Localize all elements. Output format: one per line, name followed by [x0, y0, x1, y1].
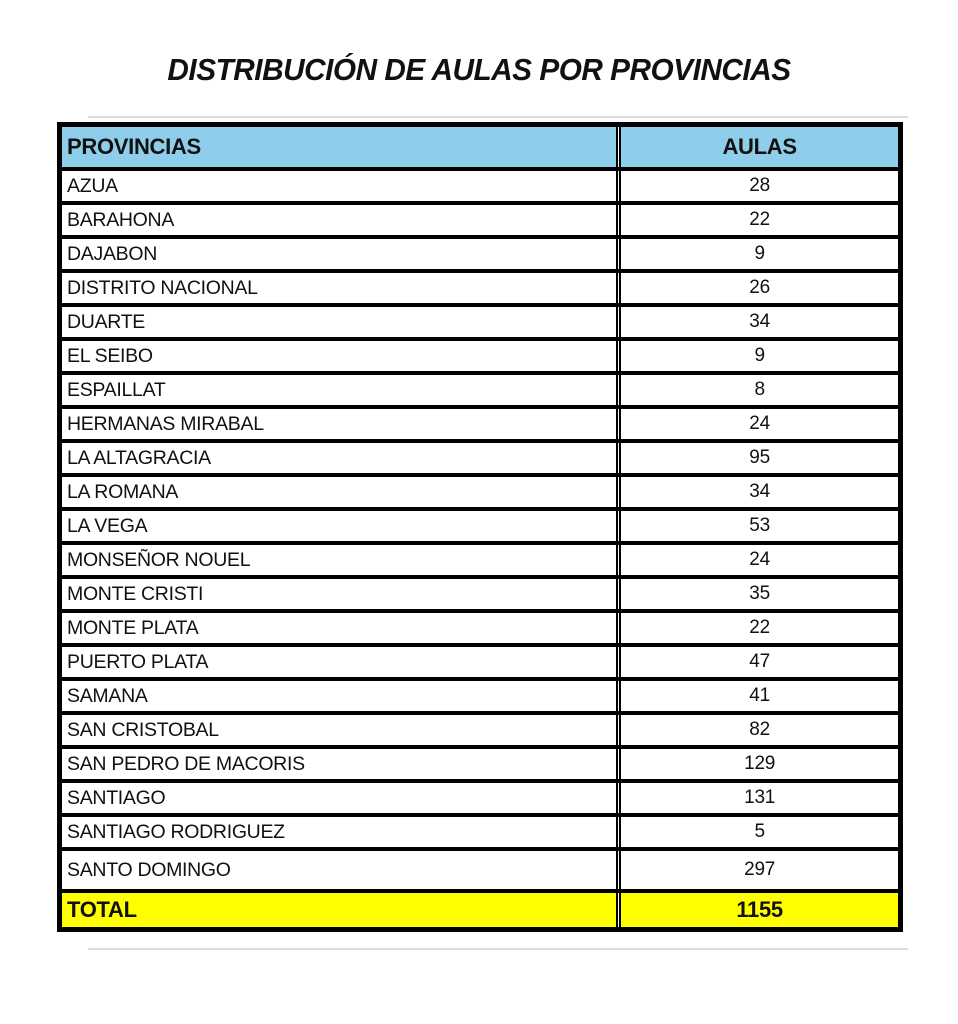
table-row	[60, 509, 901, 543]
aulas-cell: 24	[620, 543, 900, 577]
table-row	[60, 543, 901, 577]
province-cell: MONTE CRISTI	[60, 577, 618, 611]
table-row	[60, 475, 901, 509]
table-row	[60, 339, 901, 373]
province-cell: SAMANA	[60, 679, 618, 713]
aulas-cell: 22	[620, 203, 900, 237]
aulas-cell: 95	[620, 441, 900, 475]
table-row	[60, 441, 901, 475]
table-row	[60, 713, 901, 747]
table-row	[60, 611, 901, 645]
aulas-cell: 47	[620, 645, 900, 679]
province-cell: EL SEIBO	[60, 339, 618, 373]
table-row	[60, 577, 901, 611]
aulas-cell: 9	[620, 339, 900, 373]
province-cell: DUARTE	[60, 305, 618, 339]
header-aulas: AULAS	[620, 125, 900, 170]
province-cell: ESPAILLAT	[60, 373, 618, 407]
table-row	[60, 679, 901, 713]
page-title: DISTRIBUCIÓN DE AULAS POR PROVINCIAS	[167, 52, 791, 87]
table-row	[60, 203, 901, 237]
total-row	[60, 891, 901, 930]
province-cell: HERMANAS MIRABAL	[60, 407, 618, 441]
table-row	[60, 271, 901, 305]
province-cell: DISTRITO NACIONAL	[60, 271, 618, 305]
province-cell: MONSEÑOR NOUEL	[60, 543, 618, 577]
aulas-cell: 41	[620, 679, 900, 713]
aulas-cell: 53	[620, 509, 900, 543]
aulas-cell: 35	[620, 577, 900, 611]
aulas-cell: 26	[620, 271, 900, 305]
province-cell: DAJABON	[60, 237, 618, 271]
aulas-cell: 129	[620, 747, 900, 781]
divider-bottom	[88, 948, 908, 950]
aulas-cell: 34	[620, 305, 900, 339]
province-cell: SANTO DOMINGO	[60, 849, 618, 891]
table-row	[60, 237, 901, 271]
province-cell: SAN PEDRO DE MACORIS	[60, 747, 618, 781]
aulas-cell: 24	[620, 407, 900, 441]
aulas-cell: 297	[620, 849, 900, 891]
table-row	[60, 645, 901, 679]
province-cell: SANTIAGO	[60, 781, 618, 815]
aulas-cell: 34	[620, 475, 900, 509]
table-row	[60, 747, 901, 781]
aulas-cell: 82	[620, 713, 900, 747]
aulas-cell: 28	[620, 169, 900, 203]
aulas-cell: 131	[620, 781, 900, 815]
province-cell: LA ALTAGRACIA	[60, 441, 618, 475]
table-row	[60, 781, 901, 815]
province-cell: MONTE PLATA	[60, 611, 618, 645]
province-cell: LA VEGA	[60, 509, 618, 543]
table-row	[60, 169, 901, 203]
province-cell: BARAHONA	[60, 203, 618, 237]
table-row	[60, 305, 901, 339]
header-row	[60, 125, 901, 170]
province-cell: SANTIAGO RODRIGUEZ	[60, 815, 618, 849]
table-row	[60, 815, 901, 849]
aulas-cell: 22	[620, 611, 900, 645]
table-row	[60, 407, 901, 441]
aulas-cell: 9	[620, 237, 900, 271]
table-row	[60, 849, 901, 891]
divider-top	[88, 116, 908, 118]
province-cell: LA ROMANA	[60, 475, 618, 509]
province-cell: AZUA	[60, 169, 618, 203]
total-value: 1155	[620, 891, 900, 930]
table-body	[60, 169, 901, 891]
total-label: TOTAL	[60, 891, 618, 930]
province-cell: PUERTO PLATA	[60, 645, 618, 679]
aulas-cell: 5	[620, 815, 900, 849]
aulas-by-province-table	[57, 122, 903, 932]
aulas-cell: 8	[620, 373, 900, 407]
province-cell: SAN CRISTOBAL	[60, 713, 618, 747]
header-provincias: PROVINCIAS	[60, 125, 618, 170]
table-row	[60, 373, 901, 407]
